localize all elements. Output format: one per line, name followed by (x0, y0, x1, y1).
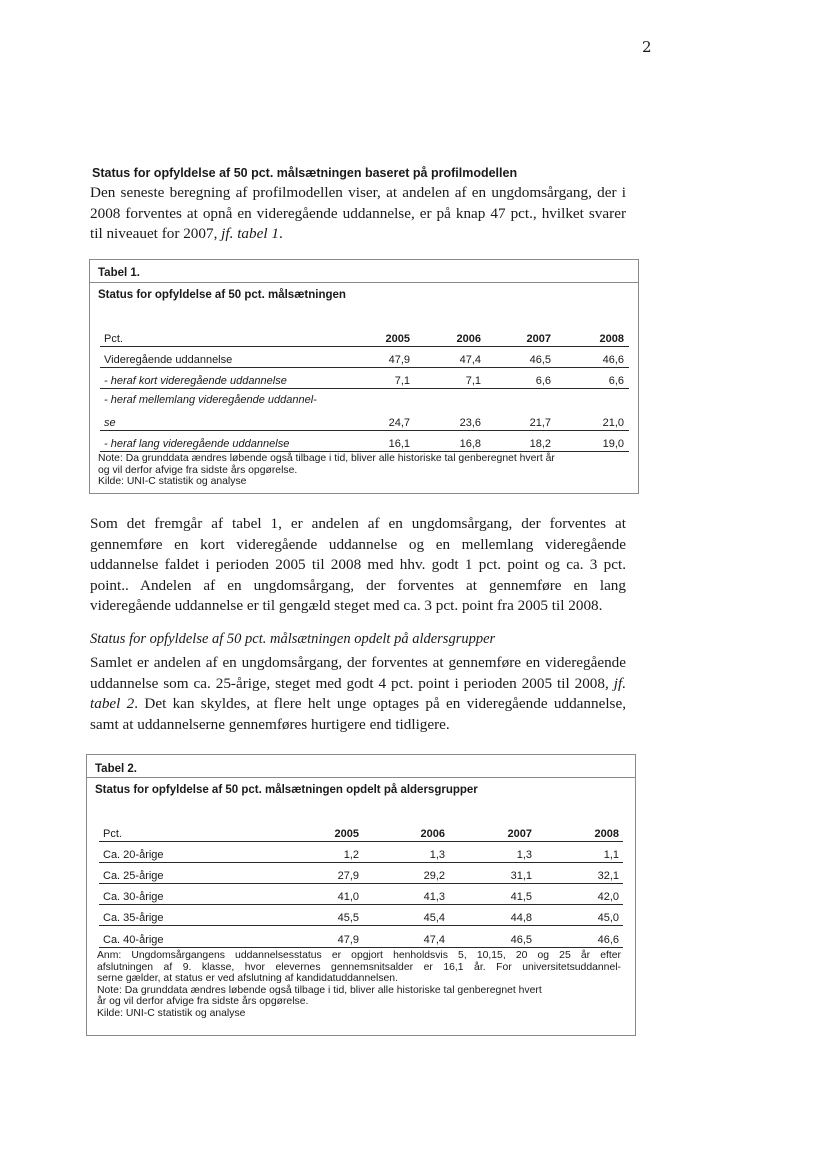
table-row (100, 388, 629, 431)
table-row (100, 367, 629, 389)
cell-2007: 6,6 (535, 375, 551, 387)
table-2-grid (99, 824, 623, 950)
table-1-header-row (100, 328, 629, 347)
cell-2005: 1,2 (343, 849, 359, 861)
row-label: Ca. 35-årige (103, 912, 164, 924)
table-1-note-line: og vil derfor afvige fra sidste års opgørelse. (98, 464, 298, 476)
table-1-label: Tabel 1. (98, 267, 140, 279)
section-heading: Status for opfyldelse af 50 pct. målsætningen baseret på profilmodellen (92, 166, 518, 180)
cell-2008: 45,0 (597, 912, 619, 924)
table-2-note-line: afslutningen af 9. klasse, hvor elevernes gennemsnitsalder er 16,1 år. For universitetsuddannel- (97, 961, 621, 973)
cell-2006: 47,4 (459, 354, 481, 366)
cell-2007: 31,1 (510, 870, 532, 882)
cell-2006: 1,3 (429, 849, 445, 861)
cell-2006: 45,4 (423, 912, 445, 924)
paragraph-1-text: Den seneste beregning af profilmodellen viser, at andelen af en ungdomsårgang, der i 2008 forventes at opnå en videregående uddannelse, er på knap 47 pct., hvilket svarer til niveauet for 2007, (90, 184, 626, 242)
cell-2005: 47,9 (337, 934, 359, 946)
table-1-source: Kilde: UNI-C statistik og analyse (98, 476, 247, 487)
cell-2008: 19,0 (602, 438, 624, 450)
table-1 (89, 259, 639, 494)
cell-2007: 18,2 (529, 438, 551, 450)
table-row (100, 430, 629, 452)
table-2-source: Kilde: UNI-C statistik og analyse (97, 1007, 246, 1019)
cell-2005: 7,1 (394, 375, 410, 387)
cell-2006: 47,4 (423, 934, 445, 946)
table-1-col-2006: 2006 (456, 333, 481, 345)
table-2-note-line: Anm: Ungdomsårgangens uddannelsesstatus er opgjort henholdsvis 5, 10,15, 20 og 25 år efter (97, 950, 621, 961)
table-2-label-divider (87, 777, 635, 778)
cell-2007: 44,8 (510, 912, 532, 924)
table-row (99, 841, 623, 863)
table-row (99, 883, 623, 905)
cell-2005: 45,5 (337, 912, 359, 924)
table-row (99, 925, 623, 948)
cell-2008: 46,6 (597, 934, 619, 946)
table-1-col-2008: 2008 (599, 333, 624, 345)
table-2-header-row (99, 824, 623, 842)
cell-2005: 47,9 (388, 354, 410, 366)
paragraph-1 (90, 183, 626, 245)
table-2 (86, 754, 636, 1036)
table-2-note-line: serne gælder, at status er ved afslutning af kandidatuddannelsen. (97, 973, 398, 984)
cell-2007: 46,5 (529, 354, 551, 366)
row-label: Ca. 25-årige (103, 870, 164, 882)
cell-2008: 46,6 (602, 354, 624, 366)
row-label: - heraf kort videregående uddannelse (104, 375, 287, 387)
table-row (100, 346, 629, 368)
cell-2007: 46,5 (510, 934, 532, 946)
table-1-col-2007: 2007 (526, 333, 551, 345)
table-1-col-unit: Pct. (104, 333, 123, 345)
row-label-line-2: se (104, 417, 116, 429)
paragraph-3-end: . Det kan skyldes, at flere helt unge optages på en videregående uddannelse, samt at uddannelserne gennemføres hurtigere end tidligere. (90, 695, 627, 733)
cell-2005: 16,1 (388, 438, 410, 450)
cell-2005: 24,7 (388, 417, 410, 429)
table-2-reference: jf. tabel 2 (90, 674, 626, 712)
cell-2008: 6,6 (608, 375, 624, 387)
cell-2005: 27,9 (337, 870, 359, 882)
table-2-label: Tabel 2. (95, 763, 137, 775)
table-2-col-2006: 2006 (420, 828, 445, 840)
cell-2006: 23,6 (459, 417, 481, 429)
table-2-notes (97, 950, 621, 1019)
italic-subheading: Status for opfyldelse af 50 pct. målsætningen opdelt på aldersgrupper (90, 631, 496, 647)
table-2-note-line: Note: Da grunddata ændres løbende også tilbage i tid, bliver alle historiske tal genberegnet hvert (97, 984, 542, 996)
paragraph-2: Som det fremgår af tabel 1, er andelen af en ungdomsårgang, der forventes at gennemføre en kort videregående uddannelse og en mellemlang videregående uddannelse faldet i perioden 2005 til 2008 med hhv. godt 1 pct. point og ca. 3 pct. point.. Andelen af en ungdomsårgang, der forventes at gennemføre en lang videregående uddannelse er til gengæld steget med ca. 3 pct. point fra 2005 til 2008. (90, 515, 626, 614)
table-2-note-line: år og vil derfor afvige fra sidste års opgørelse. (97, 996, 309, 1007)
cell-2008: 42,0 (597, 891, 619, 903)
table-1-title: Status for opfyldelse af 50 pct. målsætningen (98, 289, 346, 301)
cell-2007: 1,3 (516, 849, 532, 861)
row-label: - heraf lang videregående uddannelse (104, 438, 290, 450)
table-2-col-unit: Pct. (103, 828, 122, 840)
cell-2006: 7,1 (465, 375, 481, 387)
table-row (99, 862, 623, 884)
row-label-line-1: - heraf mellemlang videregående uddannel- (104, 394, 317, 406)
table-1-label-divider (90, 282, 638, 283)
cell-2005: 41,0 (337, 891, 359, 903)
cell-2007: 41,5 (510, 891, 532, 903)
paragraph-3-text: Samlet er andelen af en ungdomsårgang, der forventes at gennemføre en videregående uddannelse som ca. 25-årige, steget med godt 4 pct. point i perioden 2005 til 2008, (90, 654, 626, 692)
table-row (99, 904, 623, 926)
row-label: Videregående uddannelse (104, 354, 233, 366)
cell-2006: 41,3 (423, 891, 445, 903)
table-2-col-2008: 2008 (594, 828, 619, 840)
table-1-notes (98, 453, 555, 488)
page-number: 2 (642, 38, 652, 56)
row-label: Ca. 30-årige (103, 891, 164, 903)
cell-2008: 1,1 (603, 849, 619, 861)
table-2-col-2005: 2005 (334, 828, 359, 840)
row-label: Ca. 20-årige (103, 849, 164, 861)
cell-2008: 21,0 (602, 417, 624, 429)
paragraph-1-end: . (278, 225, 283, 242)
table-2-title: Status for opfyldelse af 50 pct. målsætningen opdelt på aldersgrupper (95, 784, 478, 796)
table-1-grid (100, 328, 629, 452)
table-2-col-2007: 2007 (507, 828, 532, 840)
cell-2008: 32,1 (597, 870, 619, 882)
cell-2007: 21,7 (529, 417, 551, 429)
row-label: Ca. 40-årige (103, 934, 164, 946)
table-1-col-2005: 2005 (385, 333, 410, 345)
table-1-note-line: Note: Da grunddata ændres løbende også tilbage i tid, bliver alle historiske tal genberegnet hvert år (98, 453, 555, 464)
table-1-reference: jf. tabel 1 (221, 225, 279, 242)
cell-2006: 29,2 (423, 870, 445, 882)
paragraph-3 (90, 653, 626, 735)
cell-2006: 16,8 (459, 438, 481, 450)
